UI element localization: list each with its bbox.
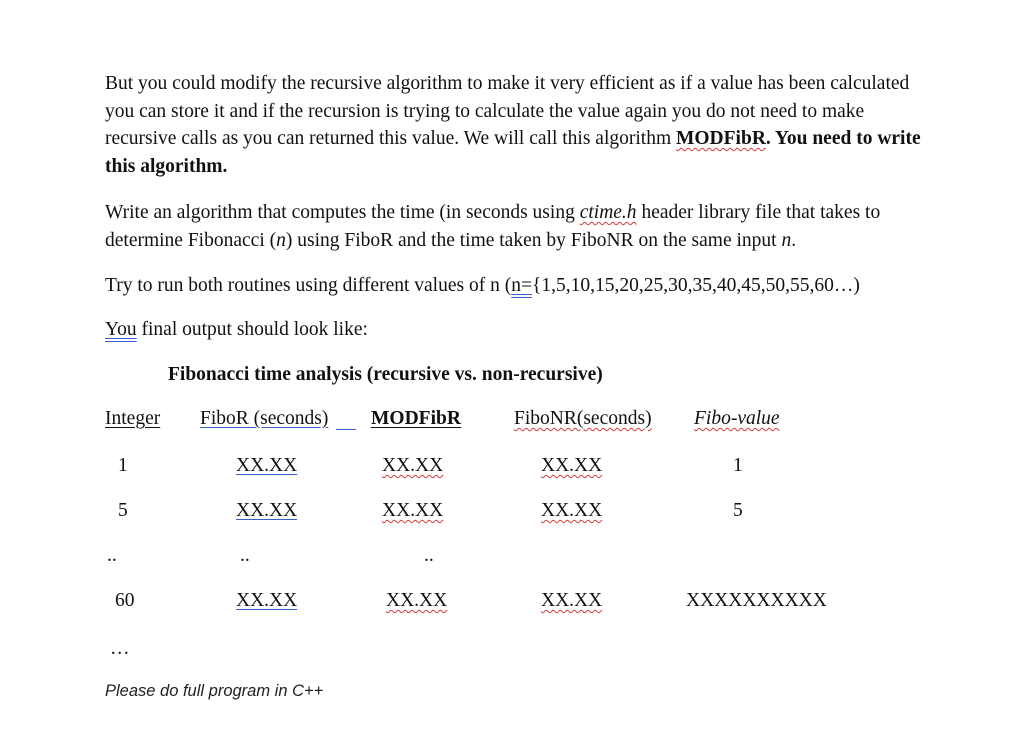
intro-text: But you could modify the recursive algorithm to make it very efficient as if a value has been calculated you can store it and if the recursion is trying to calculate the value again you do not need to make recursive calls as you can returned this value. We will call this algorithm [105,73,910,149]
row1-integer: 1 [118,455,128,476]
row4-modfibr: XX.XX [386,590,448,611]
n-variable: n [276,229,286,251]
output-paragraph [105,316,935,344]
header-fibo-value: Fibo-value [694,408,780,429]
header-modfibr: MODFibR [371,408,461,429]
values-text-1: Try to run both routines using different values of n ( [105,275,512,296]
header-underline-extension [336,429,356,430]
write-instruction: . You need to write this algorithm. [105,128,921,177]
values-paragraph [105,272,935,300]
row2-value: 5 [733,500,743,521]
row3-modfibr: .. [424,545,434,566]
ctime-header-name: ctime.h [579,202,637,223]
header-fibonr: FiboNR(seconds) [514,408,652,429]
row1-value: 1 [733,455,743,476]
row2-fibonr: XX.XX [541,500,603,521]
row1-fibonr: XX.XX [541,455,603,476]
timing-text-1: Write an algorithm that computes the time (in seconds using [105,202,580,223]
row3-fibor: .. [240,545,250,566]
row4-fibor: XX.XX [236,590,298,611]
row4-value: XXXXXXXXXX [686,590,827,611]
request-note: Please do full program in C++ [105,682,324,700]
trailing-ellipsis: … [110,638,130,659]
row1-modfibr: XX.XX [382,455,444,476]
table-title: Fibonacci time analysis (recursive vs. non-recursive) [168,364,603,385]
row3-integer: .. [107,545,117,566]
output-text: final output should look like: [136,319,368,340]
n-equals: n= [511,275,532,296]
row1-fibor: XX.XX [236,455,298,476]
row2-modfibr: XX.XX [382,500,444,521]
n-variable: n [781,229,792,251]
timing-paragraph [105,199,935,254]
timing-text-2: header library file that takes to determine Fibonacci ( [105,202,881,251]
row4-integer: 60 [115,590,135,611]
you-word: You [105,319,137,340]
modfibr-name: MODFibR [675,128,766,149]
header-integer: Integer [105,408,161,429]
timing-text-4: . [791,229,797,251]
row2-fibor: XX.XX [236,500,298,521]
row4-fibonr: XX.XX [541,590,603,611]
values-list: {1,5,10,15,20,25,30,35,40,45,50,55,60…) [531,275,860,296]
header-fibor: FiboR (seconds) [200,408,329,429]
row2-integer: 5 [118,500,128,521]
timing-text-3: ) using FiboR and the time taken by FiboNR on the same input [285,229,782,251]
intro-paragraph [105,70,935,180]
